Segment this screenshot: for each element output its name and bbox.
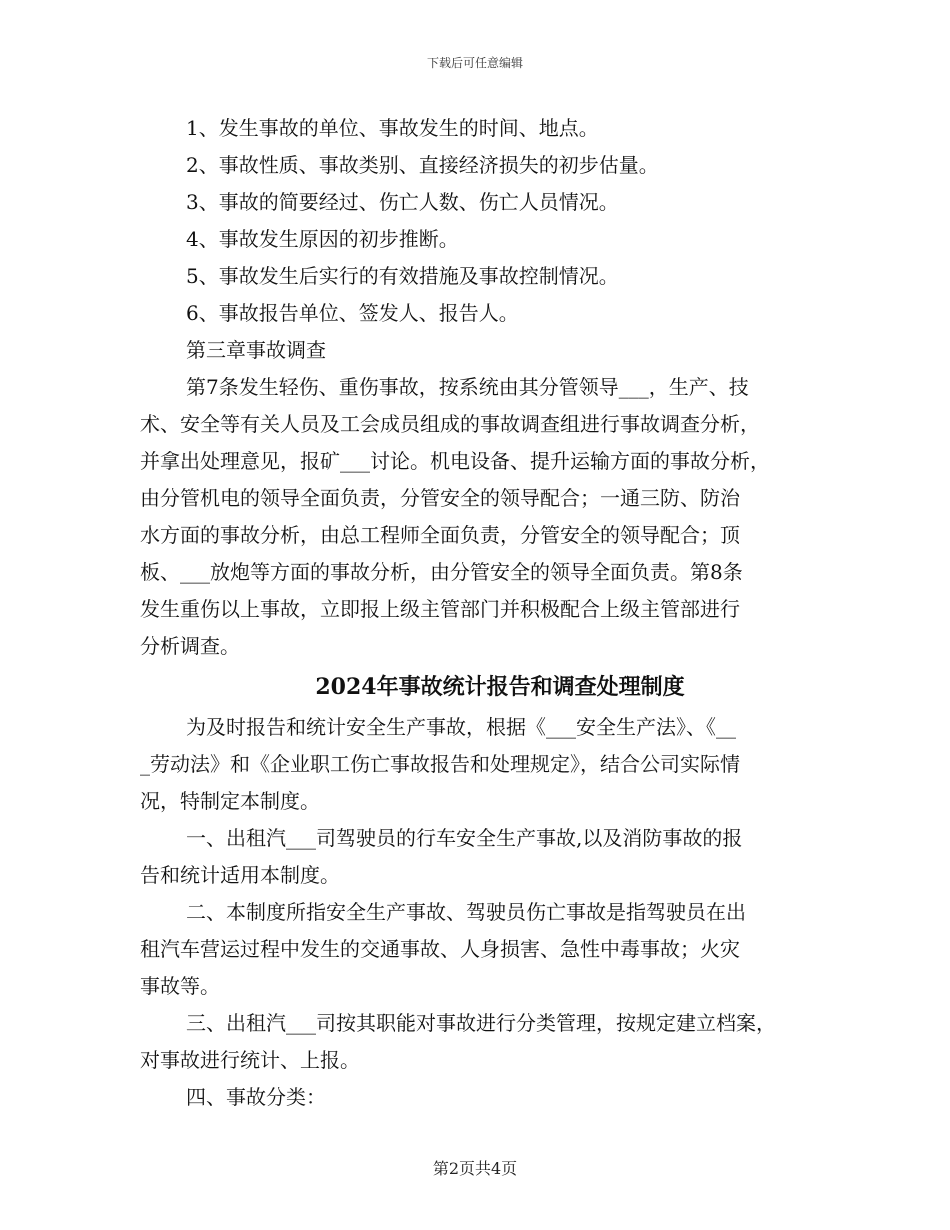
paragraph-line: 水方面的事故分析，由总工程师全面负责，分管安全的领导配合；顶: [140, 523, 740, 547]
chapter-heading: 第三章事故调查: [186, 338, 326, 362]
list-item: 1、发生事故的单位、事故发生的时间、地点。: [186, 116, 599, 140]
list-item: 2、事故性质、事故类别、直接经济损失的初步估量。: [186, 153, 659, 177]
list-item: 6、事故报告单位、签发人、报告人。: [186, 301, 519, 325]
paragraph-line: 第7条发生轻伤、重伤事故，按系统由其分管领导___，生产、技: [186, 375, 749, 399]
paragraph-line: 三、出租汽___司按其职能对事故进行分类管理，按规定建立档案，: [186, 1011, 776, 1035]
page-number: 第2页共4页: [432, 1159, 518, 1178]
paragraph-line: 四、事故分类：: [186, 1085, 326, 1109]
document-title: 2024年事故统计报告和调查处理制度: [315, 674, 685, 700]
paragraph-line: 并拿出处理意见，报矿___讨论。机电设备、提升运输方面的事故分析，: [140, 449, 770, 473]
paragraph-line: 对事故进行统计、上报。: [140, 1048, 360, 1072]
document-body: [140, 110, 820, 1116]
list-item: 4、事故发生原因的初步推断。: [186, 227, 459, 251]
paragraph-line: 一、出租汽___司驾驶员的行车安全生产事故,以及消防事故的报: [186, 826, 743, 850]
list-item: 5、事故发生后实行的有效措施及事故控制情况。: [186, 264, 619, 288]
paragraph-line: 由分管机电的领导全面负责，分管安全的领导配合；一通三防、防治: [140, 486, 740, 510]
paragraph-line: 事故等。: [140, 974, 220, 998]
paragraph-line: 术、安全等有关人员及工会成员组成的事故调查组进行事故调查分析，: [140, 412, 760, 436]
paragraph-line: _劳动法》和《企业职工伤亡事故报告和处理规定》，结合公司实际情: [140, 752, 740, 776]
paragraph-line: 告和统计适用本制度。: [140, 863, 340, 887]
paragraph-line: 发生重伤以上事故，立即报上级主管部门并积极配合上级主管部进行: [140, 597, 740, 621]
paragraph-line: 为及时报告和统计安全生产事故，根据《___安全生产法》、《__: [186, 715, 736, 739]
list-item: 3、事故的简要经过、伤亡人数、伤亡人员情况。: [186, 190, 619, 214]
header-note: 下载后可任意编辑: [426, 56, 523, 70]
paragraph-line: 分析调查。: [140, 634, 240, 658]
paragraph-line: 况，特制定本制度。: [140, 789, 320, 813]
paragraph-line: 二、本制度所指安全生产事故、驾驶员伤亡事故是指驾驶员在出: [186, 900, 746, 924]
paragraph-line: 板、___放炮等方面的事故分析，由分管安全的领导全面负责。第8条: [140, 560, 743, 584]
paragraph-line: 租汽车营运过程中发生的交通事故、人身损害、急性中毒事故；火灾: [140, 937, 740, 961]
